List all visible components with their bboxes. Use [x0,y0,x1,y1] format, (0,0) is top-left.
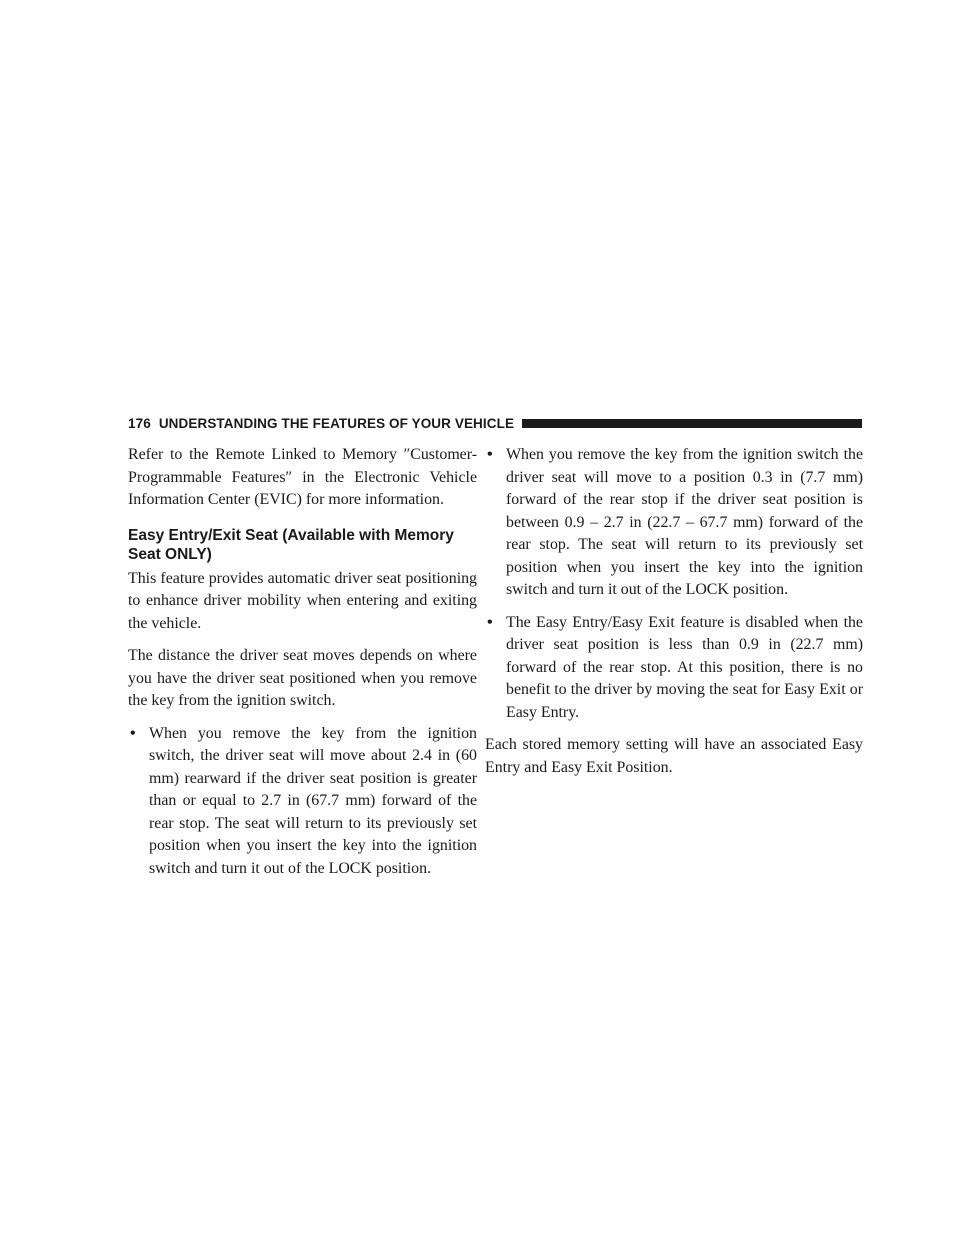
bullet-item [485,444,863,602]
bullet-text: When you remove the key from the ignition switch, the driver seat will move about 2.4 in (60 mm) rearward if the driver seat position is greater than or equal to 2.7 in (67.7 mm) forward of the rear stop. The seat will return to its previously set position when you insert the key into the ignition switch and turn it out of the LOCK position. [149,724,477,877]
intro-paragraph: Refer to the Remote Linked to Memory ″Customer-Programmable Features″ in the Electronic Vehicle Information Center (EVIC) for more information. [128,446,477,508]
bullet-item [128,723,477,881]
left-column [128,444,477,890]
bullet-item [485,612,863,725]
bullet-text: The Easy Entry/Easy Exit feature is disabled when the driver seat position is less than 0.9 in (22.7 mm) forward of the rear stop. At this position, there is no benefit to the driver by moving the seat for Easy Exit or Easy Entry. [506,613,863,721]
closing-paragraph: Each stored memory setting will have an associated Easy Entry and Easy Exit Position. [485,736,863,776]
body-paragraph: The distance the driver seat moves depends on where you have the driver seat positioned when you remove the key from the ignition switch. [128,647,477,709]
bullet-icon: • [487,446,493,463]
body-paragraph: This feature provides automatic driver seat positioning to enhance driver mobility when entering and exiting the vehicle. [128,569,477,632]
page-number: 176 [128,415,151,431]
bullet-list [485,444,863,724]
section-heading: Easy Entry/Exit Seat (Available with Memory Seat ONLY) [128,526,454,563]
bullet-icon: • [130,724,136,742]
bullet-text: When you remove the key from the ignition switch the driver seat will move to a position 0.3 in (7.7 mm) forward of the rear stop if the driver seat position is between 0.9 – 2.7 in (22.7 – 67.7 mm) forward of the rear stop. The seat will return to its previously set position when you insert the key into the ignition switch and turn it out of the LOCK position. [506,446,863,598]
bullet-list [128,723,477,881]
section-title: UNDERSTANDING THE FEATURES OF YOUR VEHICLE [158,415,515,431]
right-column [485,444,863,789]
bullet-icon: • [487,613,493,631]
header-rule [522,419,862,428]
page-header [128,414,862,432]
